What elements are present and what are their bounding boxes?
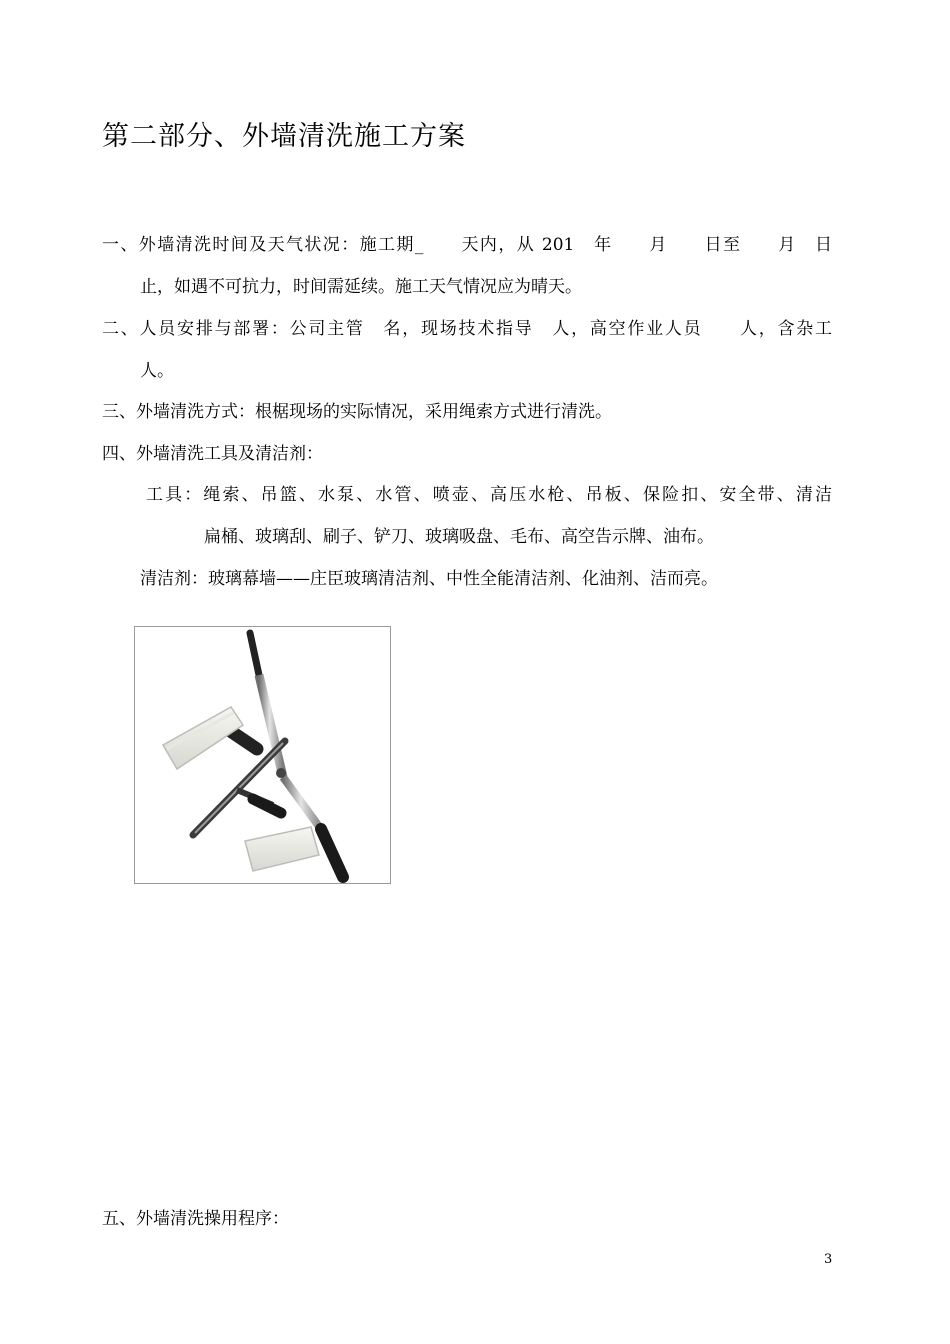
- window-washer: [163, 707, 257, 769]
- page-title: 第二部分、外墙清洗施工方案: [102, 121, 466, 152]
- spare-pad: [245, 827, 319, 871]
- cleaners-line: 清洁剂：玻璃幕墙——庄臣玻璃清洁剂、中性全能清洁剂、化油剂、洁而亮。: [140, 569, 718, 589]
- section-1-line-1: 一、外墙清洗时间及天气状况：施工期_ 天内，从 201 年 月 日至 月 日: [102, 235, 832, 255]
- section-4-heading: 四、外墙清洗工具及清洁剂：: [102, 444, 323, 464]
- section-5-heading: 五、外墙清洗操用程序：: [102, 1209, 289, 1229]
- section-1-line-2: 止，如遇不可抗力，时间需延续。施工天气情况应为晴天。: [140, 277, 582, 297]
- cleaning-tools-illustration: [135, 627, 391, 884]
- window-squeegee: [193, 741, 285, 835]
- tools-line-2: 扁桶、玻璃刮、刷子、铲刀、玻璃吸盘、毛布、高空告示牌、油布。: [204, 527, 714, 547]
- page-number: 3: [824, 1252, 833, 1267]
- section-3-text: 三、外墙清洗方式：根椐现场的实际情况，采用绳索方式进行清洗。: [102, 402, 612, 422]
- tools-line-1: 工具：绳索、吊篮、水泵、水管、喷壶、高压水枪、吊板、保险扣、安全带、清洁: [146, 485, 832, 505]
- cleaning-tools-photo: [134, 626, 391, 884]
- section-2-line-2: 人。: [140, 361, 174, 381]
- section-2-line-1: 二、人员安排与部署：公司主管 名，现场技术指导 人，高空作业人员 人，含杂工: [102, 319, 832, 339]
